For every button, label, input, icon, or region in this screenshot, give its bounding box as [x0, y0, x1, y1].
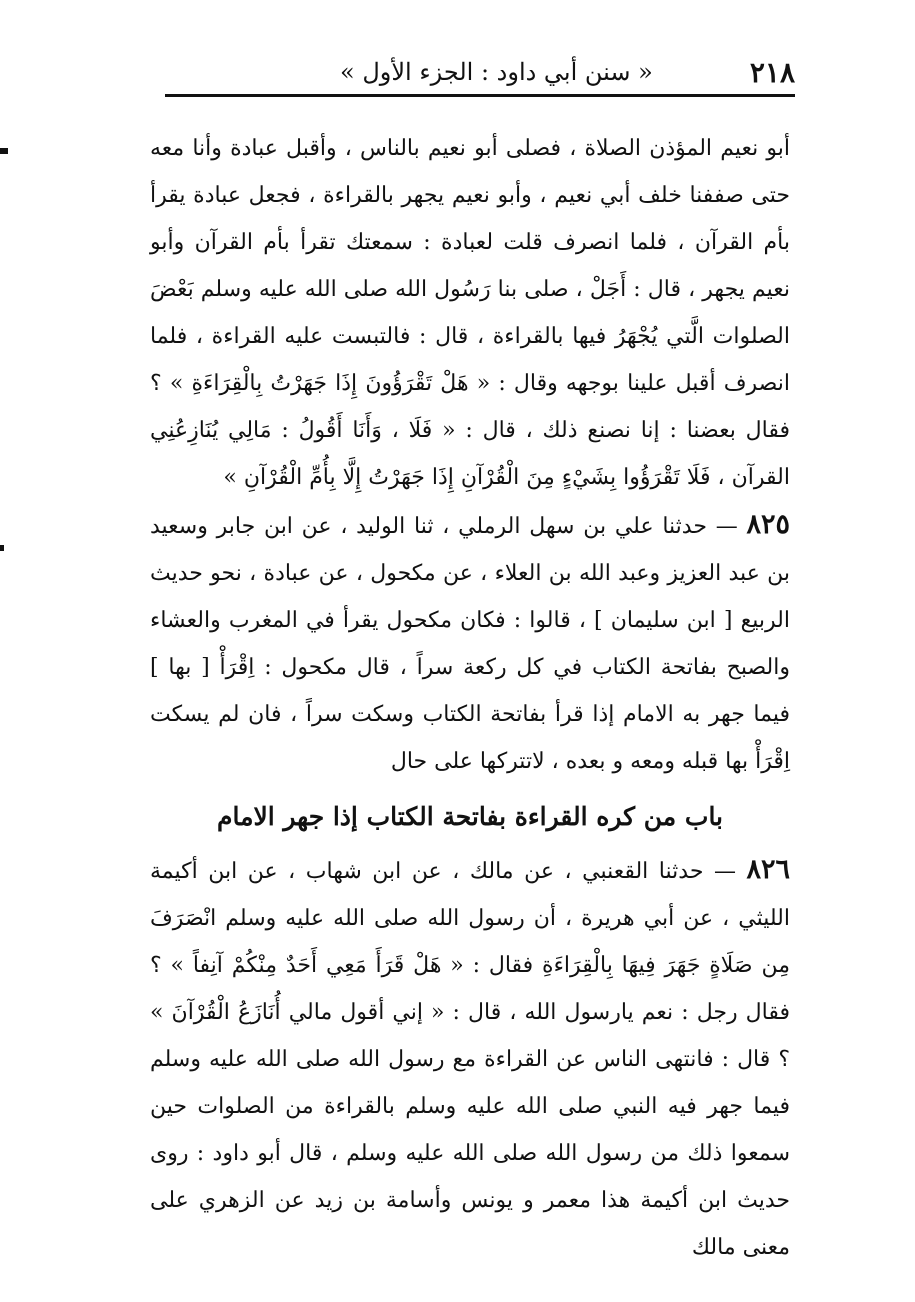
paragraph: أبو نعيم المؤذن الصلاة ، فصلى أبو نعيم بالناس ، وأقبل عبادة وأنا معه حتى صففنا خلف أبي نعيم ، وأبو نعيم يجهر بالقراءة ، فجعل عبادة يقرأ بأم القرآن ، فلما انصرف قلت لعبادة : سمعتك تقرأ بأم القرآن وأبو نعيم يجهر ، قال : أَجَلْ ، صلى بنا رَسُول الله صلى الله عليه وسلم بَعْضَ الصلوات الَّتي يُجْهَرُ فيها بالقراءة ، قال : فالتبست عليه القراءة ، فلما انصرف أقبل علينا بوجهه وقال : « هَلْ تَقْرَؤُونَ إِذَا جَهَرْتُ بِالْقِرَاءَةِ » ؟ فقال بعضنا : إنا نصنع ذلك ، قال : « فَلَا ، وَأَنَا أَقُولُ : مَالِي يُنَازِعُنِي القرآن ، فَلَا تَقْرَؤُوا بِشَيْءٍ مِنَ الْقُرْآنِ إِذَا جَهَرْتُ إِلَّا بِأُمِّ الْقُرْآنِ »: [150, 136, 790, 490]
page-text: [150, 125, 790, 1271]
margin-mark: [0, 148, 8, 154]
hadith-825: [150, 501, 790, 785]
margin-mark: [0, 545, 4, 551]
header-rule: [165, 94, 795, 97]
page-number: ٢١٨: [749, 56, 795, 89]
running-title: « سنن أبي داود : الجزء الأول »: [340, 58, 653, 86]
hadith-number: ٨٢٦: [746, 854, 790, 885]
section-heading: باب من كره القراءة بفاتحة الكتاب إذا جهر الامام: [216, 802, 724, 831]
hadith-826: [150, 846, 790, 1271]
hadith-number: ٨٢٥: [746, 509, 790, 540]
page-header: [165, 48, 795, 98]
hadith-text: — حدثنا علي بن سهل الرملي ، ثنا الوليد ، عن ابن جابر وسعيد بن عبد العزيز وعبد الله بن العلاء ، عن مكحول ، عن عبادة ، نحو حديث الربيع [ ابن سليمان ] ، قالوا : فكان مكحول يقرأ في المغرب والعشاء والصبح بفاتحة الكتاب في كل ركعة سراً ، قال مكحول : اِقْرَأْ [ بها ] فيما جهر به الامام إذا قرأ بفاتحة الكتاب وسكت سراً ، فان لم يسكت اِقْرَأْ بها قبله ومعه و بعده ، لاتتركها على حال: [150, 514, 790, 774]
hadith-text: — حدثنا القعنبي ، عن مالك ، عن ابن شهاب ، عن ابن أكيمة الليثي ، عن أبي هريرة ، أن رسول الله صلى الله عليه وسلم انْصَرَفَ مِن صَلَاةٍ جَهَرَ فِيهَا بِالْقِرَاءَةِ فقال : « هَلْ قَرَأَ مَعِي أَحَدٌ مِنْكُمْ آنِفاً » ؟ فقال رجل : نعم يارسول الله ، قال : « إني أقول مالي أُنَازَعُ الْقُرْآنَ » ؟ قال : فانتهى الناس عن القراءة مع رسول الله صلى الله عليه وسلم فيما جهر فيه النبي صلى الله عليه وسلم بالقراءة من الصلوات حين سمعوا ذلك من رسول الله صلى الله عليه وسلم ، قال أبو داود : روى حديث ابن أكيمة هذا معمر و يونس وأسامة بن زيد عن الزهري على معنى مالك: [150, 859, 790, 1260]
